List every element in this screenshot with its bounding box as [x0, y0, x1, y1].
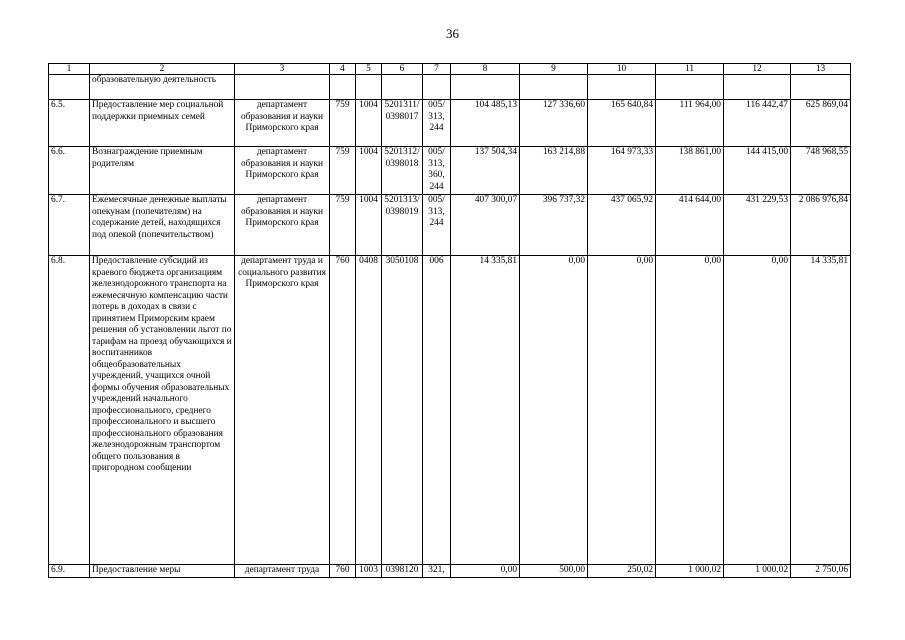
amount-total-cell: 2 086 976,84: [791, 195, 851, 256]
department: департамент труда: [235, 565, 330, 578]
column-header: 1: [49, 64, 90, 75]
amount-cell: 500,00: [520, 565, 588, 578]
code-cell: 1003: [356, 565, 382, 578]
column-header: 13: [791, 64, 851, 75]
code-cell: 1004: [356, 195, 382, 256]
code-cell: 005/ 313, 244: [423, 100, 451, 147]
amount-cell: 250,02: [588, 565, 656, 578]
code-cell: 760: [330, 256, 356, 565]
amount-cell: 163 214,88: [520, 147, 588, 195]
code-cell: 005/ 313, 360, 244: [423, 147, 451, 195]
amount-total-cell: 14 335,81: [791, 256, 851, 565]
code-cell: 0408: [356, 256, 382, 565]
amount-cell: 111 964,00: [656, 100, 724, 147]
table-row: [49, 147, 851, 195]
item-number: 6.8.: [49, 256, 90, 565]
amount-cell: 1 000,02: [724, 565, 791, 578]
code-cell: 006: [423, 256, 451, 565]
code-cell: 5201312/ 0398018: [382, 147, 423, 195]
item-number: 6.7.: [49, 195, 90, 256]
amount-cell: 137 504,34: [451, 147, 520, 195]
amount-cell: 407 300,07: [451, 195, 520, 256]
item-name: Ежемесячные денежные выплаты опекунам (попечителям) на содержание детей, находящихся под опекой (попечительством): [90, 195, 235, 256]
column-header: 12: [724, 64, 791, 75]
column-header: 2: [90, 64, 235, 75]
amount-cell: 138 861,00: [656, 147, 724, 195]
amount-cell: 164 973,33: [588, 147, 656, 195]
amount-cell: [724, 75, 791, 100]
amount-cell: [656, 75, 724, 100]
table-row: [49, 256, 851, 565]
code-cell: [356, 75, 382, 100]
column-header: 3: [235, 64, 330, 75]
item-name: Предоставление мер социальной поддержки приемных семей: [90, 100, 235, 147]
amount-cell: 414 644,00: [656, 195, 724, 256]
code-cell: 759: [330, 195, 356, 256]
amount-total-cell: 625 869,04: [791, 100, 851, 147]
amount-cell: 0,00: [520, 256, 588, 565]
item-number: 6.9.: [49, 565, 90, 578]
code-cell: 5201311/ 0398017: [382, 100, 423, 147]
item-name: Предоставление меры: [90, 565, 235, 578]
item-name: Вознаграждение приемным родителям: [90, 147, 235, 195]
code-cell: [330, 75, 356, 100]
amount-cell: 437 065,92: [588, 195, 656, 256]
code-cell: 759: [330, 147, 356, 195]
amount-cell: 431 229,53: [724, 195, 791, 256]
code-cell: 759: [330, 100, 356, 147]
header-row: [49, 64, 851, 75]
column-header: 10: [588, 64, 656, 75]
table-row: [49, 100, 851, 147]
amount-cell: 0,00: [724, 256, 791, 565]
code-cell: 1004: [356, 147, 382, 195]
item-number: 6.5.: [49, 100, 90, 147]
item-number: 6.6.: [49, 147, 90, 195]
amount-cell: [520, 75, 588, 100]
department: департамент образования и науки Приморского края: [235, 147, 330, 195]
code-cell: [423, 75, 451, 100]
amount-cell: 396 737,32: [520, 195, 588, 256]
code-cell: [382, 75, 423, 100]
code-cell: 0398120: [382, 565, 423, 578]
item-name: Предоставление субсидий из краевого бюджета организациям железнодорожного транспорта на ежемесячную компенсацию части потерь в доходах в связи с принятием Приморским краем решения об установлении льгот по тарифам на проезд обучающихся и воспитанников общеобразовательных учреждений, учащихся очной формы обучения образовательных учреждений начального профессионального, среднего профессионального и высшего профессионального образования железнодорожным транспортом общего пользования в пригородном сообщении: [90, 256, 235, 565]
amount-total-cell: 2 750,06: [791, 565, 851, 578]
amount-cell: 0,00: [588, 256, 656, 565]
department: департамент образования и науки Приморского края: [235, 100, 330, 147]
code-cell: 1004: [356, 100, 382, 147]
code-cell: 5201313/ 0398019: [382, 195, 423, 256]
department: [235, 75, 330, 100]
amount-cell: 1 000,02: [656, 565, 724, 578]
column-header: 9: [520, 64, 588, 75]
amount-total-cell: 748 968,55: [791, 147, 851, 195]
column-header: 5: [356, 64, 382, 75]
table-row: [49, 565, 851, 578]
amount-cell: 14 335,81: [451, 256, 520, 565]
column-header: 4: [330, 64, 356, 75]
item-name: образовательную деятельность: [90, 75, 235, 100]
code-cell: 3050108: [382, 256, 423, 565]
amount-cell: 144 415,00: [724, 147, 791, 195]
column-header: 6: [382, 64, 423, 75]
amount-cell: 104 485,13: [451, 100, 520, 147]
amount-cell: 0,00: [656, 256, 724, 565]
amount-cell: [588, 75, 656, 100]
amount-cell: 127 336,60: [520, 100, 588, 147]
table-row: [49, 195, 851, 256]
table-row: [49, 75, 851, 100]
code-cell: 005/ 313, 244: [423, 195, 451, 256]
amount-cell: 165 640,84: [588, 100, 656, 147]
code-cell: 321,: [423, 565, 451, 578]
amount-cell: 116 442,47: [724, 100, 791, 147]
department: департамент труда и социального развития Приморского края: [235, 256, 330, 565]
column-header: 11: [656, 64, 724, 75]
amount-cell: [451, 75, 520, 100]
page-number: 36: [446, 26, 459, 41]
column-header: 8: [451, 64, 520, 75]
column-header: 7: [423, 64, 451, 75]
amount-total-cell: [791, 75, 851, 100]
department: департамент образования и науки Приморского края: [235, 195, 330, 256]
item-number: [49, 75, 90, 100]
amount-cell: 0,00: [451, 565, 520, 578]
code-cell: 760: [330, 565, 356, 578]
budget-table: [48, 63, 851, 578]
